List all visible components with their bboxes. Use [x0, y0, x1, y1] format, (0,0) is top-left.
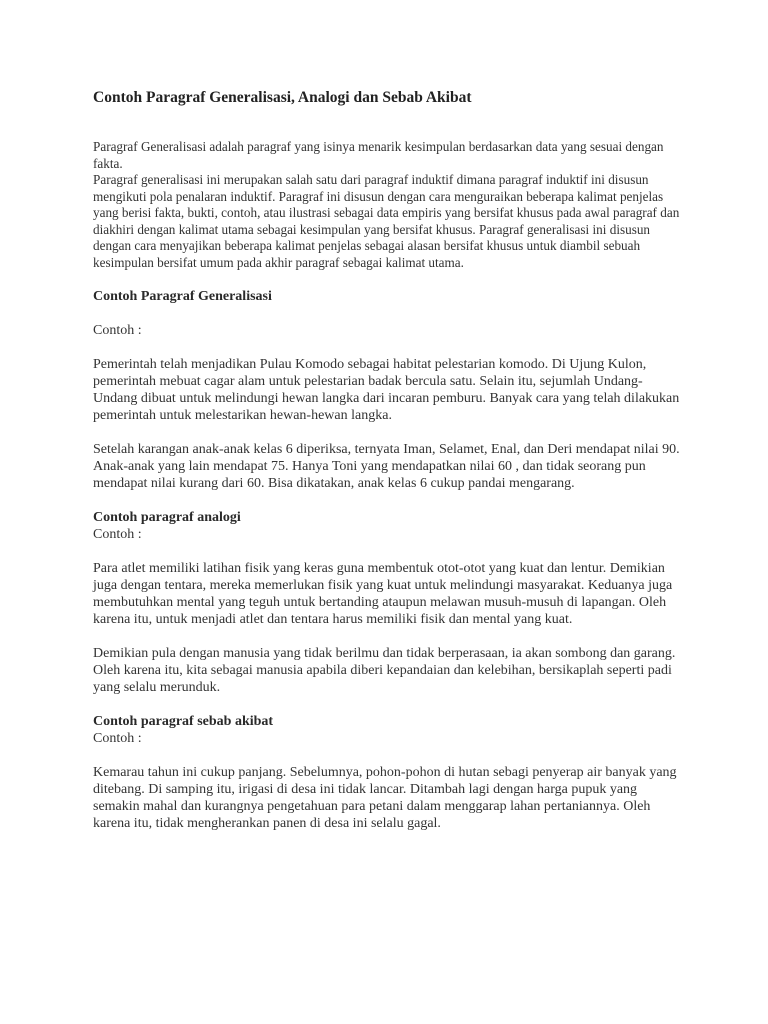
example-label: Contoh :	[93, 527, 142, 542]
section-heading-generalisasi: Contoh Paragraf Generalisasi	[93, 289, 272, 304]
section-generalisasi	[93, 288, 683, 492]
example-label: Contoh :	[93, 731, 142, 746]
document-title: Contoh Paragraf Generalisasi, Analogi dan Sebab Akibat	[93, 89, 472, 106]
document-page	[93, 88, 683, 832]
intro-paragraph-explanation: Paragraf generalisasi ini merupakan salah satu dari paragraf induktif dimana paragraf induktif ini disusun mengikuti pola penalaran induktif. Paragraf ini disusun dengan cara menguraikan beberapa kalimat penjelas yang berisi fakta, bukti, contoh, atau ilustrasi sebagai data empiris yang bersifat khusus pada awal paragraf dan diakhiri dengan kalimat utama sebagai kesimpulan yang bersifat khusus. Paragraf generalisasi ini disusun dengan cara menyajikan beberapa kalimat penjelas sebagai alasan bersifat khusus untuk diambil sebuah kesimpulan bersifat umum pada akhir paragraf sebagai kalimat utama.	[93, 172, 680, 270]
generalisasi-example-1: Pemerintah telah menjadikan Pulau Komodo sebagai habitat pelestarian komodo. Di Ujung Kulon, pemerintah mebuat cagar alam untuk pelestarian badak bercula satu. Selain itu, sejumlah Undang-Undang dibuat untuk melindungi hewan langka dari incaran pemburu. Banyak cara yang telah dilakukan pemerintah untuk melestarikan hewan-hewan langka.	[93, 357, 680, 423]
section-heading-sebab-akibat: Contoh paragraf sebab akibat	[93, 714, 274, 729]
intro-paragraph-definition: Paragraf Generalisasi adalah paragraf yang isinya menarik kesimpulan berdasarkan data yang sesuai dengan fakta.	[93, 139, 664, 171]
analogi-example-1: Para atlet memiliki latihan fisik yang keras guna membentuk otot-otot yang kuat dan lentur. Demikian juga dengan tentara, mereka memerlukan fisik yang kuat untuk melindungi masyarakat. Keduanya juga membutuhkan mental yang teguh untuk bertanding ataupun melawan musuh-musuh di lapangan. Oleh karena itu, untuk menjadi atlet dan tentara harus memiliki fisik dan mental yang kuat.	[93, 561, 673, 627]
generalisasi-example-2: Setelah karangan anak-anak kelas 6 diperiksa, ternyata Iman, Selamet, Enal, dan Deri mendapat nilai 90. Anak-anak yang lain mendapat 75. Hanya Toni yang mendapatkan nilai 60 , dan tidak seorang pun mendapat nilai kurang dari 60. Bisa dikatakan, anak kelas 6 cukup pandai mengarang.	[93, 442, 680, 491]
section-analogi	[93, 509, 683, 696]
section-sebab-akibat	[93, 713, 683, 832]
example-label: Contoh :	[93, 323, 142, 338]
sebab-akibat-example-1: Kemarau tahun ini cukup panjang. Sebelumnya, pohon-pohon di hutan sebagi penyerap air banyak yang ditebang. Di samping itu, irigasi di desa ini tidak lancar. Ditambah lagi dengan harga pupuk yang semakin mahal dan kurangnya pengetahuan para petani dalam menggarap lahan pertaniannya. Oleh karena itu, tidak mengherankan panen di desa ini selalu gagal.	[93, 765, 677, 831]
analogi-example-2: Demikian pula dengan manusia yang tidak berilmu dan tidak berperasaan, ia akan sombong dan garang. Oleh karena itu, kita sebagai manusia apabila diberi kepandaian dan kelebihan, bersikaplah seperti padi yang selalu merunduk.	[93, 646, 676, 695]
section-heading-analogi: Contoh paragraf analogi	[93, 510, 241, 525]
